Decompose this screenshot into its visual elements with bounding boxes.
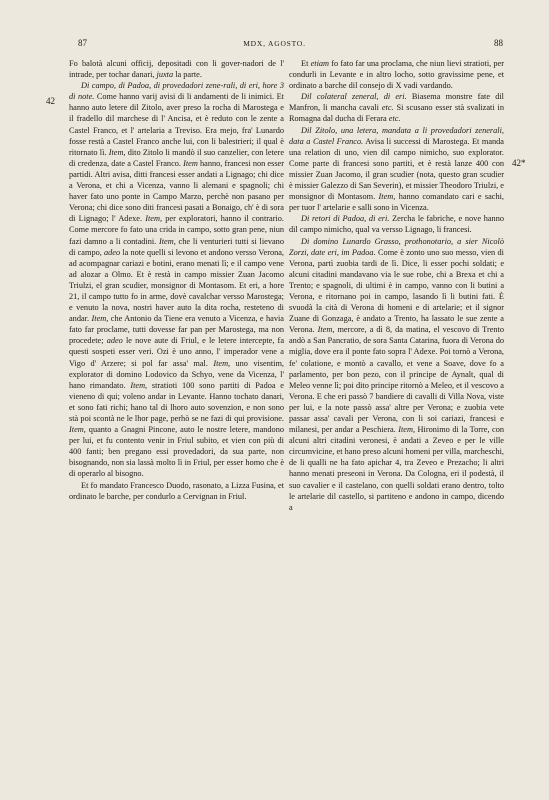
text-run: per exploratori, hanno il contrario. Come mercore fo fato una crida in campo, sotto gran pene, niun fazi damno a li contadini. xyxy=(69,214,284,246)
italic-text: Di retori di Padoa, di eri. xyxy=(301,214,390,224)
italic-text: etc. xyxy=(388,114,401,124)
paragraph xyxy=(69,80,284,479)
text-run: che Antonio da Tiene era venuto a Vicenza, e havia fato far proclame, tutti dovesse far pan per Marostega, ma non procedete; xyxy=(69,314,284,346)
text-run: uno visentim, explorator di domino Lodovico da Schyo, vene da Vicenza, l' hano rimandato. xyxy=(69,358,284,390)
italic-text: Item, xyxy=(130,380,148,390)
left-text-column xyxy=(69,58,284,502)
text-run: Biasema monstre fate dil Manfron, li mancha cavali xyxy=(289,92,504,113)
margin-number-left: 42 xyxy=(46,96,55,106)
text-run: mercore, a dì 8, da matina, el vescovo di Trento andò a San Pancratio, de sora Santa Catarina, fuora di Verona do miglia, dove era il ponte fato sopra l' Adexe. Poi tornò a Verona, fe' colatione, e montò a cavallo, et vene a Soave, dove fo a parlamento, per bon pezo, con il principe de Aynalt, qual di Meleo venne lì; poi dito principe ritornò a Meleo, et il vescovo a Verona. E che eri passò 7 bandiere di cavalli di Villa Nova, viste per lui, e la note passò assa' altre per Verona; e zuobia vete passar assa' cavali per Verona, con li soi cariazi, francesi e milanesi, per andar a Peschiera. xyxy=(289,325,504,435)
italic-text: Di domino Lunardo Grasso, prothonotario, a sier Nicolò Zorzi, date eri, im Padoa. xyxy=(289,236,504,257)
text-run: Come hanno varij avisi di li andamenti de li inimici. Et hanno auto letere dil Zitolo, aver preso la rocha di Marostega e il fradello dil marchese di l' Ancisa, et è reduto con le zente a Castel Franco, et l' artelaria a Treviso. Era mejo, fra' Lunardo fosse restà a Castel Franco anche lui, con li balestrieri; il qual è ritornato lì. xyxy=(69,92,284,157)
italic-text: adeo xyxy=(106,336,123,346)
text-run: dito Zitolo li mandò il suo canzelier, con letere di credenza, date a Castel Franco. xyxy=(69,147,285,168)
italic-text: Item, xyxy=(158,236,176,246)
paragraph xyxy=(69,480,284,502)
text-run: Et fo mandato Francesco Duodo, rasonato, a Lizza Fusina, et ordinato le barche, per condurlo a Cervignan in Friul. xyxy=(69,480,284,501)
italic-text: Dil Zitolo, una letera, mandata a li provedadori zenerali, data a Castel Franco. xyxy=(289,125,504,146)
italic-text: Dil colateral zeneral, di eri. xyxy=(301,92,407,102)
italic-text: Item, xyxy=(69,425,86,435)
italic-text: etc. xyxy=(381,103,394,113)
paragraph xyxy=(289,58,504,91)
running-header xyxy=(0,38,549,52)
italic-text: etiam xyxy=(310,59,330,68)
text-run: la note quelli si levono et andono versso Verona, ad acompagnar cariazi e botini, erano menati lì; e il campo vene ad alozar a Olmo. Et è restà in campo missier Zuan Jacomo Triulzi, el gran scudier, monsignor di Montasom. Et eri, a hore 21, il campo tutto fo in arme, dovè cavalchar versso Marostega; e venuto la nova, nostri haver auto la dita rocha, resteteno di andar. xyxy=(69,247,285,324)
italic-text: Item, xyxy=(378,192,396,202)
text-run: che li venturieri tutti si lievano di campo, xyxy=(69,236,284,257)
text-run: hanno, francesi non esser partidi. Altri avisa, ditti francesi esser andati a Lignago; chi dice a Verona, et chi a Vicenza, vanno li alemani e spagnoli; chi haver fato uno ponte in Campo Marzo, perchè non pasano per Verona; chi dice sono diti francesi pasati a Bonaigo, ch' è di sora di Lignago; l' Adexe. xyxy=(69,158,284,224)
italic-text: Item, xyxy=(213,358,231,368)
text-run: le nove aute di Friul, e le letere intercepte, fa questi sospeti esser veri. Ozi è uno anno, l' imperador vene a Vigo d' Arzere; si pol far assa' mal. xyxy=(69,336,284,368)
page-number-right: 88 xyxy=(494,38,503,48)
margin-number-right: 42* xyxy=(512,158,526,168)
right-text-column xyxy=(289,58,504,513)
page-number-left: 87 xyxy=(78,38,87,48)
text-run: la parte. xyxy=(173,70,202,80)
text-run: hanno comandato cari e sachi, per tuor l' artelarie e salli sono in Vicenza. xyxy=(289,192,504,213)
text-run: Come è zonto uno suo messo, vien di Verona, partì zuobia tardi de lì. Dice, li esser pochi soldati; e alcuni citadini mandavano via le sue robe, chi a Brexa et chi a Trento; e spagnoli, di ultimi è in campo, vanno con li butini a Verona, e ritornano poi in campo, lasando lì li butini fati. È svuodà la cità di Verona di homeni e di artelarie; et il signor Zuane di Gonzaga, è andato a Trento, ha lassato le sue zente a Verona. xyxy=(289,247,504,335)
paragraph xyxy=(289,125,504,214)
paragraph xyxy=(289,213,504,235)
italic-text: adeo xyxy=(104,247,121,257)
text-run: stratioti 100 sono partiti di Padoa e vieneno di qui; voleno andar in Levante. Hanno tochato danari, et sono fati richi; hano tal di lhoro auto sovenzion, e non sono stà poi scontà ne le lhor page, perhò se ne fazi di qui provisione. xyxy=(69,380,284,423)
text-run: Et xyxy=(301,59,311,68)
paragraph xyxy=(289,91,504,124)
italic-text: Item, xyxy=(398,425,416,435)
text-run: Avisa li successi di Marostega. Et manda una relation di uno, vien dil campo nimicho, suo explorator. Come parte di francesi sono partiti, et è restà lanze 400 con missier Zuan Jacomo, il gran scudier (nota, questo gran scudier è missier Galezzo di San Severin), et missier Theodoro Triulzi, e monsignor di Montasom. xyxy=(289,136,504,202)
text-run: Hironimo di la Torre, con alcuni altri citadini veronesi, è andati a Zeveo e per le ville circumvicine, et hano preso alcuni homeni per villa, marcheschi, de li qualli ne ha fato apichar 4, tra Zeveo e Prezacho; li altri hanno menati preseoni in Verona. Da Cologna, eri il podestà, il suo cavalier e il castelano, con quelli soldati erano dentro, tolto le artelarie dil castello, si partiteno e andono in campo, dicendo a xyxy=(289,425,504,512)
italic-text: Item, xyxy=(91,314,109,324)
text-run: Fo balotà alcuni officij, depositadi con li gover-nadori de l' intrade, per tochar danari, xyxy=(69,59,284,80)
italic-text: Item, xyxy=(108,147,126,157)
italic-text: juxta xyxy=(156,70,174,80)
paragraph xyxy=(69,58,284,80)
text-run: fo fato far una proclama, che niun lievi stratioti, per condurli in Levante e in altro locho, sotto gravissime pene, et ordinato a barche dil consejo di X vadi vardando. xyxy=(289,59,504,91)
paragraph xyxy=(289,236,504,513)
text-run: Zercha le fabriche, e nove hanno dil campo nimicho, qual va versso Lignago, li francesi. xyxy=(289,214,504,235)
running-title: MDX, AGOSTO. xyxy=(243,39,306,48)
text-run: Si scusano esser stà svalizati in Romagna dal ducha di Ferara xyxy=(289,103,504,124)
italic-text: Di campo, di Padoa, di provedadori zene-rali, di eri, hore 3 di note. xyxy=(69,81,284,102)
italic-text: Item, xyxy=(317,325,335,335)
italic-text: Item xyxy=(183,158,198,168)
text-run: quanto a Gnagni Pincone, auto le nostre letere, mandono per lui, et fu contento venir in Friul subito, et vien con più di 400 fanti; ben pregano essi provedadori, da sua parte, non bisognando, non sia lassà molto lì in Friul, per esser homo che è di operarlo al bisogno. xyxy=(69,425,284,479)
italic-text: Item, xyxy=(145,214,163,224)
